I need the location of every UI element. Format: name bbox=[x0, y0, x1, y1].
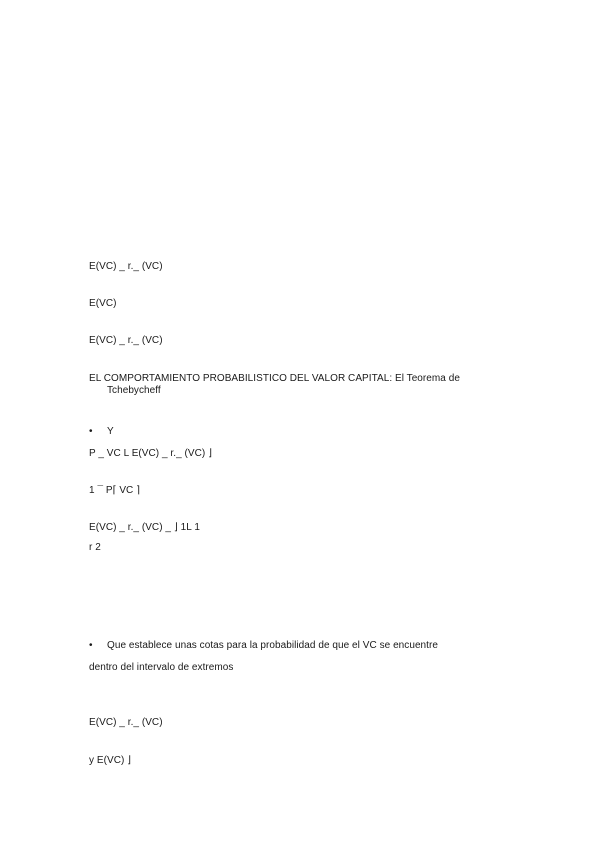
bullet-item-1 bbox=[89, 426, 114, 438]
section-heading-continuation: Tchebycheff bbox=[107, 385, 161, 396]
bullet-item-2-text: Que establece unas cotas para la probabilidad de que el VC se encuentre bbox=[107, 640, 438, 651]
paragraph-line-10: dentro del intervalo de extremos bbox=[89, 662, 234, 673]
bullet-item-2 bbox=[89, 640, 438, 652]
formula-line-11: E(VC) _ r._ (VC) bbox=[89, 717, 163, 728]
section-heading: EL COMPORTAMIENTO PROBABILISTICO DEL VALOR CAPITAL: El Teorema de bbox=[89, 373, 460, 384]
formula-line-7: E(VC) _ r._ (VC) _ ⌋ 1L 1 bbox=[89, 522, 200, 533]
formula-line-8: r 2 bbox=[89, 542, 101, 553]
formula-line-1: E(VC) _ r._ (VC) bbox=[89, 261, 163, 272]
formula-line-12: y E(VC) ⌋ bbox=[89, 755, 132, 766]
formula-line-5: P _ VC L E(VC) _ r._ (VC) ⌋ bbox=[89, 448, 213, 459]
formula-line-3: E(VC) _ r._ (VC) bbox=[89, 335, 163, 346]
bullet-item-1-text: Y bbox=[107, 426, 114, 437]
bullet-icon: • bbox=[89, 640, 93, 651]
bullet-icon: • bbox=[89, 426, 93, 437]
formula-line-6: 1 ¯ P⌈ VC ⌉ bbox=[89, 485, 141, 496]
formula-line-2: E(VC) bbox=[89, 298, 117, 309]
